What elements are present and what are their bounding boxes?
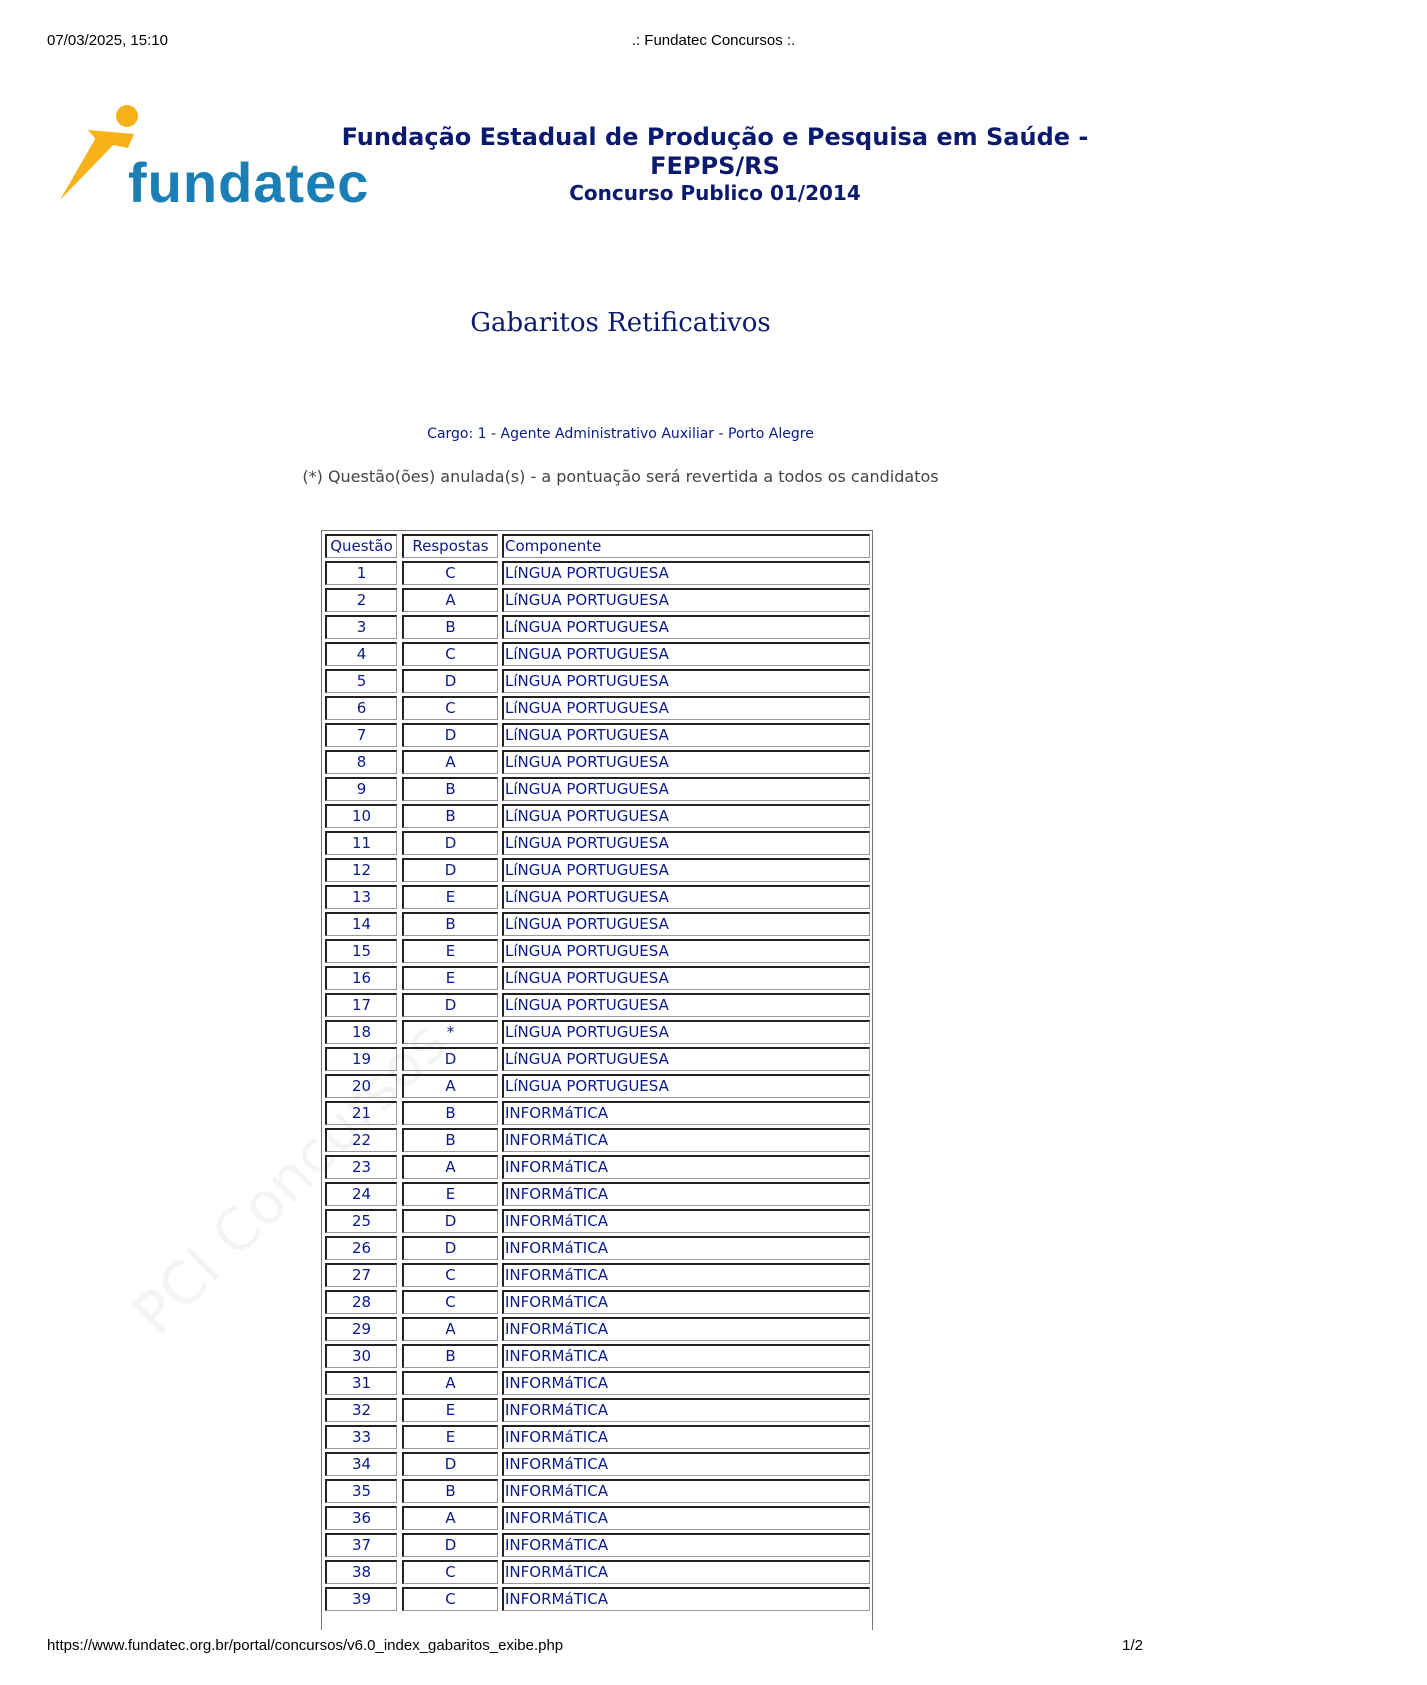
annulled-note: (*) Questão(ões) anulada(s) - a pontuação será revertida a todos os candidatos xyxy=(302,467,939,486)
question-number: 22 xyxy=(325,1128,397,1152)
answer: C xyxy=(402,1263,498,1287)
fundatec-logo xyxy=(58,104,370,214)
cargo-label: Cargo: 1 - Agente Administrativo Auxiliar - Porto Alegre xyxy=(427,426,814,442)
component: LíNGUA PORTUGUESA xyxy=(502,777,870,801)
component: INFORMáTICA xyxy=(502,1533,870,1557)
component: INFORMáTICA xyxy=(502,1587,870,1611)
answer: D xyxy=(402,1236,498,1260)
answer: E xyxy=(402,939,498,963)
component: INFORMáTICA xyxy=(502,1317,870,1341)
question-number: 31 xyxy=(325,1371,397,1395)
question-number: 2 xyxy=(325,588,397,612)
question-number: 15 xyxy=(325,939,397,963)
answer: D xyxy=(402,993,498,1017)
component: INFORMáTICA xyxy=(502,1182,870,1206)
component: INFORMáTICA xyxy=(502,1398,870,1422)
component: INFORMáTICA xyxy=(502,1560,870,1584)
component: INFORMáTICA xyxy=(502,1506,870,1530)
component: INFORMáTICA xyxy=(502,1236,870,1260)
answer: D xyxy=(402,669,498,693)
question-number: 36 xyxy=(325,1506,397,1530)
question-number: 25 xyxy=(325,1209,397,1233)
print-page-title: .: Fundatec Concursos :. xyxy=(631,32,796,49)
question-number: 23 xyxy=(325,1155,397,1179)
answer: A xyxy=(402,750,498,774)
answer: A xyxy=(402,1317,498,1341)
component: INFORMáTICA xyxy=(502,1371,870,1395)
component: LíNGUA PORTUGUESA xyxy=(502,750,870,774)
question-number: 9 xyxy=(325,777,397,801)
question-number: 16 xyxy=(325,966,397,990)
print-header xyxy=(0,32,1191,52)
answer: D xyxy=(402,1533,498,1557)
component: LíNGUA PORTUGUESA xyxy=(502,966,870,990)
question-number: 4 xyxy=(325,642,397,666)
component: INFORMáTICA xyxy=(502,1479,870,1503)
question-number: 12 xyxy=(325,858,397,882)
question-number: 14 xyxy=(325,912,397,936)
print-footer xyxy=(0,1637,1191,1657)
answer: C xyxy=(402,1587,498,1611)
question-number: 18 xyxy=(325,1020,397,1044)
contest-name: Concurso Publico 01/2014 xyxy=(569,181,861,205)
print-url: https://www.fundatec.org.br/portal/concursos/v6.0_index_gabaritos_exibe.php xyxy=(47,1637,564,1654)
component: LíNGUA PORTUGUESA xyxy=(502,696,870,720)
question-number: 27 xyxy=(325,1263,397,1287)
component: INFORMáTICA xyxy=(502,1452,870,1476)
header-questao: Questão xyxy=(325,534,397,558)
component: INFORMáTICA xyxy=(502,1344,870,1368)
question-number: 21 xyxy=(325,1101,397,1125)
component: INFORMáTICA xyxy=(502,1290,870,1314)
component: INFORMáTICA xyxy=(502,1155,870,1179)
answer: A xyxy=(402,1506,498,1530)
answer: A xyxy=(402,588,498,612)
component: LíNGUA PORTUGUESA xyxy=(502,885,870,909)
question-number: 10 xyxy=(325,804,397,828)
print-datetime: 07/03/2025, 15:10 xyxy=(47,32,168,49)
answer: A xyxy=(402,1155,498,1179)
question-number: 20 xyxy=(325,1074,397,1098)
question-number: 3 xyxy=(325,615,397,639)
question-number: 34 xyxy=(325,1452,397,1476)
answer: C xyxy=(402,1290,498,1314)
component: LíNGUA PORTUGUESA xyxy=(502,804,870,828)
answer: A xyxy=(402,1074,498,1098)
component: LíNGUA PORTUGUESA xyxy=(502,561,870,585)
component: LíNGUA PORTUGUESA xyxy=(502,858,870,882)
question-number: 5 xyxy=(325,669,397,693)
question-number: 19 xyxy=(325,1047,397,1071)
question-number: 28 xyxy=(325,1290,397,1314)
answer: D xyxy=(402,1047,498,1071)
answer: B xyxy=(402,1479,498,1503)
answer: E xyxy=(402,1182,498,1206)
component: LíNGUA PORTUGUESA xyxy=(502,831,870,855)
answer: B xyxy=(402,1344,498,1368)
component: LíNGUA PORTUGUESA xyxy=(502,723,870,747)
answer-key-table xyxy=(321,530,873,1630)
answer: B xyxy=(402,912,498,936)
component: LíNGUA PORTUGUESA xyxy=(502,912,870,936)
question-number: 24 xyxy=(325,1182,397,1206)
answer: B xyxy=(402,615,498,639)
question-number: 32 xyxy=(325,1398,397,1422)
answer: D xyxy=(402,723,498,747)
answer: D xyxy=(402,1209,498,1233)
question-number: 30 xyxy=(325,1344,397,1368)
question-number: 33 xyxy=(325,1425,397,1449)
answer: * xyxy=(402,1020,498,1044)
question-number: 11 xyxy=(325,831,397,855)
question-number: 35 xyxy=(325,1479,397,1503)
question-number: 26 xyxy=(325,1236,397,1260)
answer: C xyxy=(402,1560,498,1584)
answer: C xyxy=(402,642,498,666)
component: LíNGUA PORTUGUESA xyxy=(502,615,870,639)
answer: C xyxy=(402,696,498,720)
component: INFORMáTICA xyxy=(502,1209,870,1233)
logo-dot xyxy=(116,105,138,127)
question-number: 8 xyxy=(325,750,397,774)
component: LíNGUA PORTUGUESA xyxy=(502,1074,870,1098)
answer: E xyxy=(402,1425,498,1449)
question-number: 39 xyxy=(325,1587,397,1611)
component: INFORMáTICA xyxy=(502,1263,870,1287)
institution-name: Fundação Estadual de Produção e Pesquisa em Saúde - xyxy=(341,123,1089,151)
answer: C xyxy=(402,561,498,585)
logo-wordmark: fundatec xyxy=(128,151,370,214)
header-respostas: Respostas xyxy=(402,534,498,558)
answer: B xyxy=(402,1128,498,1152)
question-number: 38 xyxy=(325,1560,397,1584)
print-page-number: 1/2 xyxy=(1122,1637,1143,1654)
answer: E xyxy=(402,885,498,909)
component: LíNGUA PORTUGUESA xyxy=(502,939,870,963)
answer: E xyxy=(402,1398,498,1422)
answer: B xyxy=(402,1101,498,1125)
component: INFORMáTICA xyxy=(502,1425,870,1449)
answer: B xyxy=(402,777,498,801)
answer: A xyxy=(402,1371,498,1395)
answer: D xyxy=(402,1452,498,1476)
question-number: 29 xyxy=(325,1317,397,1341)
component: LíNGUA PORTUGUESA xyxy=(502,1020,870,1044)
page-header xyxy=(330,123,1100,205)
component: INFORMáTICA xyxy=(502,1101,870,1125)
question-number: 13 xyxy=(325,885,397,909)
institution-acronym: FEPPS/RS xyxy=(650,152,780,180)
question-number: 17 xyxy=(325,993,397,1017)
header-componente: Componente xyxy=(502,534,870,558)
answer: E xyxy=(402,966,498,990)
component: LíNGUA PORTUGUESA xyxy=(502,642,870,666)
question-number: 37 xyxy=(325,1533,397,1557)
section-title: Gabaritos Retificativos xyxy=(470,308,771,338)
answer: B xyxy=(402,804,498,828)
component: LíNGUA PORTUGUESA xyxy=(502,993,870,1017)
question-number: 6 xyxy=(325,696,397,720)
component: INFORMáTICA xyxy=(502,1128,870,1152)
component: LíNGUA PORTUGUESA xyxy=(502,669,870,693)
component: LíNGUA PORTUGUESA xyxy=(502,1047,870,1071)
question-number: 7 xyxy=(325,723,397,747)
component: LíNGUA PORTUGUESA xyxy=(502,588,870,612)
answer: D xyxy=(402,831,498,855)
answer: D xyxy=(402,858,498,882)
question-number: 1 xyxy=(325,561,397,585)
